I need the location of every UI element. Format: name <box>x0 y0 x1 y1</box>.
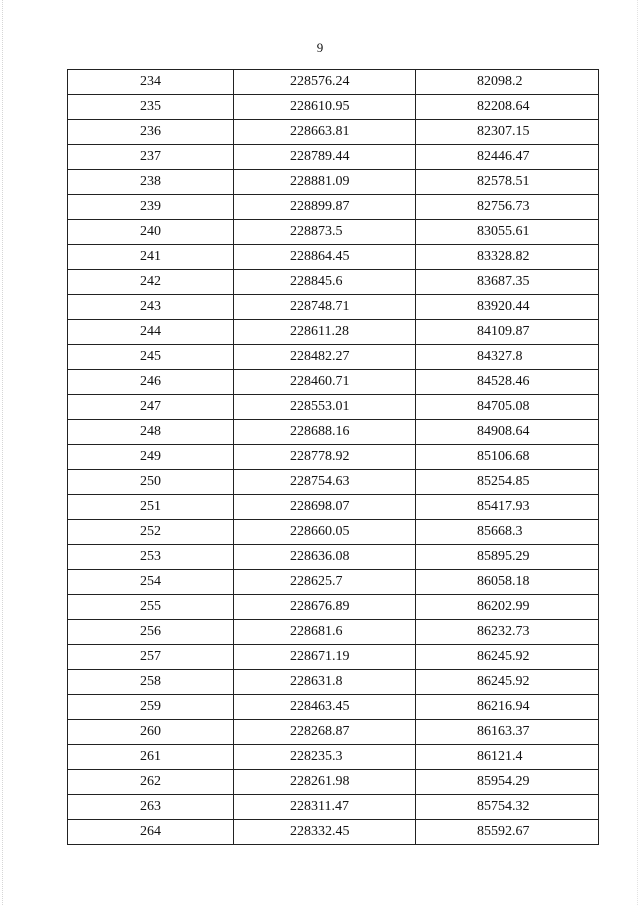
x-coordinate-cell: 228864.45 <box>234 245 416 270</box>
page-number: 9 <box>316 40 324 55</box>
point-number-cell: 261 <box>68 745 234 770</box>
table-row <box>68 370 599 395</box>
y-coordinate-cell: 85254.85 <box>416 470 599 495</box>
x-coordinate-cell: 228873.5 <box>234 220 416 245</box>
x-coordinate-cell: 228576.24 <box>234 70 416 95</box>
y-coordinate-cell: 86058.18 <box>416 570 599 595</box>
point-number-cell: 236 <box>68 120 234 145</box>
y-coordinate-cell: 85417.93 <box>416 495 599 520</box>
point-number-cell: 241 <box>68 245 234 270</box>
x-coordinate-cell: 228553.01 <box>234 395 416 420</box>
y-coordinate-cell: 83055.61 <box>416 220 599 245</box>
point-number-cell: 264 <box>68 820 234 845</box>
y-coordinate-cell: 82098.2 <box>416 70 599 95</box>
x-coordinate-cell: 228881.09 <box>234 170 416 195</box>
y-coordinate-cell: 85895.29 <box>416 545 599 570</box>
y-coordinate-cell: 84327.8 <box>416 345 599 370</box>
y-coordinate-cell: 83687.35 <box>416 270 599 295</box>
point-number-cell: 253 <box>68 545 234 570</box>
y-coordinate-cell: 85592.67 <box>416 820 599 845</box>
point-number-cell: 258 <box>68 670 234 695</box>
table-row <box>68 520 599 545</box>
y-coordinate-cell: 85954.29 <box>416 770 599 795</box>
point-number-cell: 260 <box>68 720 234 745</box>
point-number-cell: 246 <box>68 370 234 395</box>
table-row <box>68 770 599 795</box>
y-coordinate-cell: 83920.44 <box>416 295 599 320</box>
y-coordinate-cell: 86216.94 <box>416 695 599 720</box>
point-number-cell: 240 <box>68 220 234 245</box>
x-coordinate-cell: 228482.27 <box>234 345 416 370</box>
table-row <box>68 570 599 595</box>
point-number-cell: 239 <box>68 195 234 220</box>
y-coordinate-cell: 84528.46 <box>416 370 599 395</box>
x-coordinate-cell: 228778.92 <box>234 445 416 470</box>
x-coordinate-cell: 228663.81 <box>234 120 416 145</box>
y-coordinate-cell: 82446.47 <box>416 145 599 170</box>
table-row <box>68 595 599 620</box>
table-row <box>68 295 599 320</box>
table-row <box>68 545 599 570</box>
x-coordinate-cell: 228610.95 <box>234 95 416 120</box>
y-coordinate-cell: 84705.08 <box>416 395 599 420</box>
point-number-cell: 238 <box>68 170 234 195</box>
point-number-cell: 243 <box>68 295 234 320</box>
x-coordinate-cell: 228332.45 <box>234 820 416 845</box>
table-row <box>68 70 599 95</box>
x-coordinate-cell: 228748.71 <box>234 295 416 320</box>
table-row <box>68 220 599 245</box>
y-coordinate-cell: 86202.99 <box>416 595 599 620</box>
table-row <box>68 795 599 820</box>
x-coordinate-cell: 228636.08 <box>234 545 416 570</box>
x-coordinate-cell: 228899.87 <box>234 195 416 220</box>
y-coordinate-cell: 82756.73 <box>416 195 599 220</box>
x-coordinate-cell: 228789.44 <box>234 145 416 170</box>
point-number-cell: 256 <box>68 620 234 645</box>
y-coordinate-cell: 86121.4 <box>416 745 599 770</box>
table-row <box>68 320 599 345</box>
table-row <box>68 170 599 195</box>
x-coordinate-cell: 228611.28 <box>234 320 416 345</box>
x-coordinate-cell: 228631.8 <box>234 670 416 695</box>
y-coordinate-cell: 84109.87 <box>416 320 599 345</box>
x-coordinate-cell: 228671.19 <box>234 645 416 670</box>
table-row <box>68 95 599 120</box>
table-row <box>68 720 599 745</box>
table-row <box>68 820 599 845</box>
point-number-cell: 254 <box>68 570 234 595</box>
coordinate-table-body <box>68 70 599 845</box>
point-number-cell: 235 <box>68 95 234 120</box>
point-number-cell: 263 <box>68 795 234 820</box>
y-coordinate-cell: 82307.15 <box>416 120 599 145</box>
point-number-cell: 257 <box>68 645 234 670</box>
table-row <box>68 620 599 645</box>
x-coordinate-cell: 228845.6 <box>234 270 416 295</box>
table-row <box>68 395 599 420</box>
table-row <box>68 120 599 145</box>
table-row <box>68 495 599 520</box>
x-coordinate-cell: 228460.71 <box>234 370 416 395</box>
point-number-cell: 252 <box>68 520 234 545</box>
table-row <box>68 345 599 370</box>
table-row <box>68 745 599 770</box>
x-coordinate-cell: 228463.45 <box>234 695 416 720</box>
y-coordinate-cell: 83328.82 <box>416 245 599 270</box>
y-coordinate-cell: 86245.92 <box>416 645 599 670</box>
point-number-cell: 250 <box>68 470 234 495</box>
point-number-cell: 244 <box>68 320 234 345</box>
x-coordinate-cell: 228698.07 <box>234 495 416 520</box>
point-number-cell: 242 <box>68 270 234 295</box>
y-coordinate-cell: 85754.32 <box>416 795 599 820</box>
table-row <box>68 470 599 495</box>
table-row <box>68 195 599 220</box>
point-number-cell: 259 <box>68 695 234 720</box>
x-coordinate-cell: 228235.3 <box>234 745 416 770</box>
point-number-cell: 234 <box>68 70 234 95</box>
x-coordinate-cell: 228268.87 <box>234 720 416 745</box>
y-coordinate-cell: 82208.64 <box>416 95 599 120</box>
table-row <box>68 145 599 170</box>
scan-edge-right <box>634 0 638 905</box>
x-coordinate-cell: 228676.89 <box>234 595 416 620</box>
x-coordinate-cell: 228261.98 <box>234 770 416 795</box>
y-coordinate-cell: 84908.64 <box>416 420 599 445</box>
table-row <box>68 445 599 470</box>
x-coordinate-cell: 228688.16 <box>234 420 416 445</box>
x-coordinate-cell: 228660.05 <box>234 520 416 545</box>
table-row <box>68 645 599 670</box>
y-coordinate-cell: 85668.3 <box>416 520 599 545</box>
table-row <box>68 245 599 270</box>
y-coordinate-cell: 86163.37 <box>416 720 599 745</box>
point-number-cell: 245 <box>68 345 234 370</box>
point-number-cell: 248 <box>68 420 234 445</box>
table-row <box>68 270 599 295</box>
x-coordinate-cell: 228754.63 <box>234 470 416 495</box>
scan-edge-left <box>2 0 6 905</box>
x-coordinate-cell: 228681.6 <box>234 620 416 645</box>
table-row <box>68 695 599 720</box>
point-number-cell: 262 <box>68 770 234 795</box>
coordinate-table <box>67 69 599 845</box>
table-row <box>68 670 599 695</box>
point-number-cell: 251 <box>68 495 234 520</box>
x-coordinate-cell: 228625.7 <box>234 570 416 595</box>
table-row <box>68 420 599 445</box>
y-coordinate-cell: 86232.73 <box>416 620 599 645</box>
y-coordinate-cell: 82578.51 <box>416 170 599 195</box>
y-coordinate-cell: 86245.92 <box>416 670 599 695</box>
point-number-cell: 247 <box>68 395 234 420</box>
point-number-cell: 249 <box>68 445 234 470</box>
x-coordinate-cell: 228311.47 <box>234 795 416 820</box>
point-number-cell: 237 <box>68 145 234 170</box>
y-coordinate-cell: 85106.68 <box>416 445 599 470</box>
point-number-cell: 255 <box>68 595 234 620</box>
